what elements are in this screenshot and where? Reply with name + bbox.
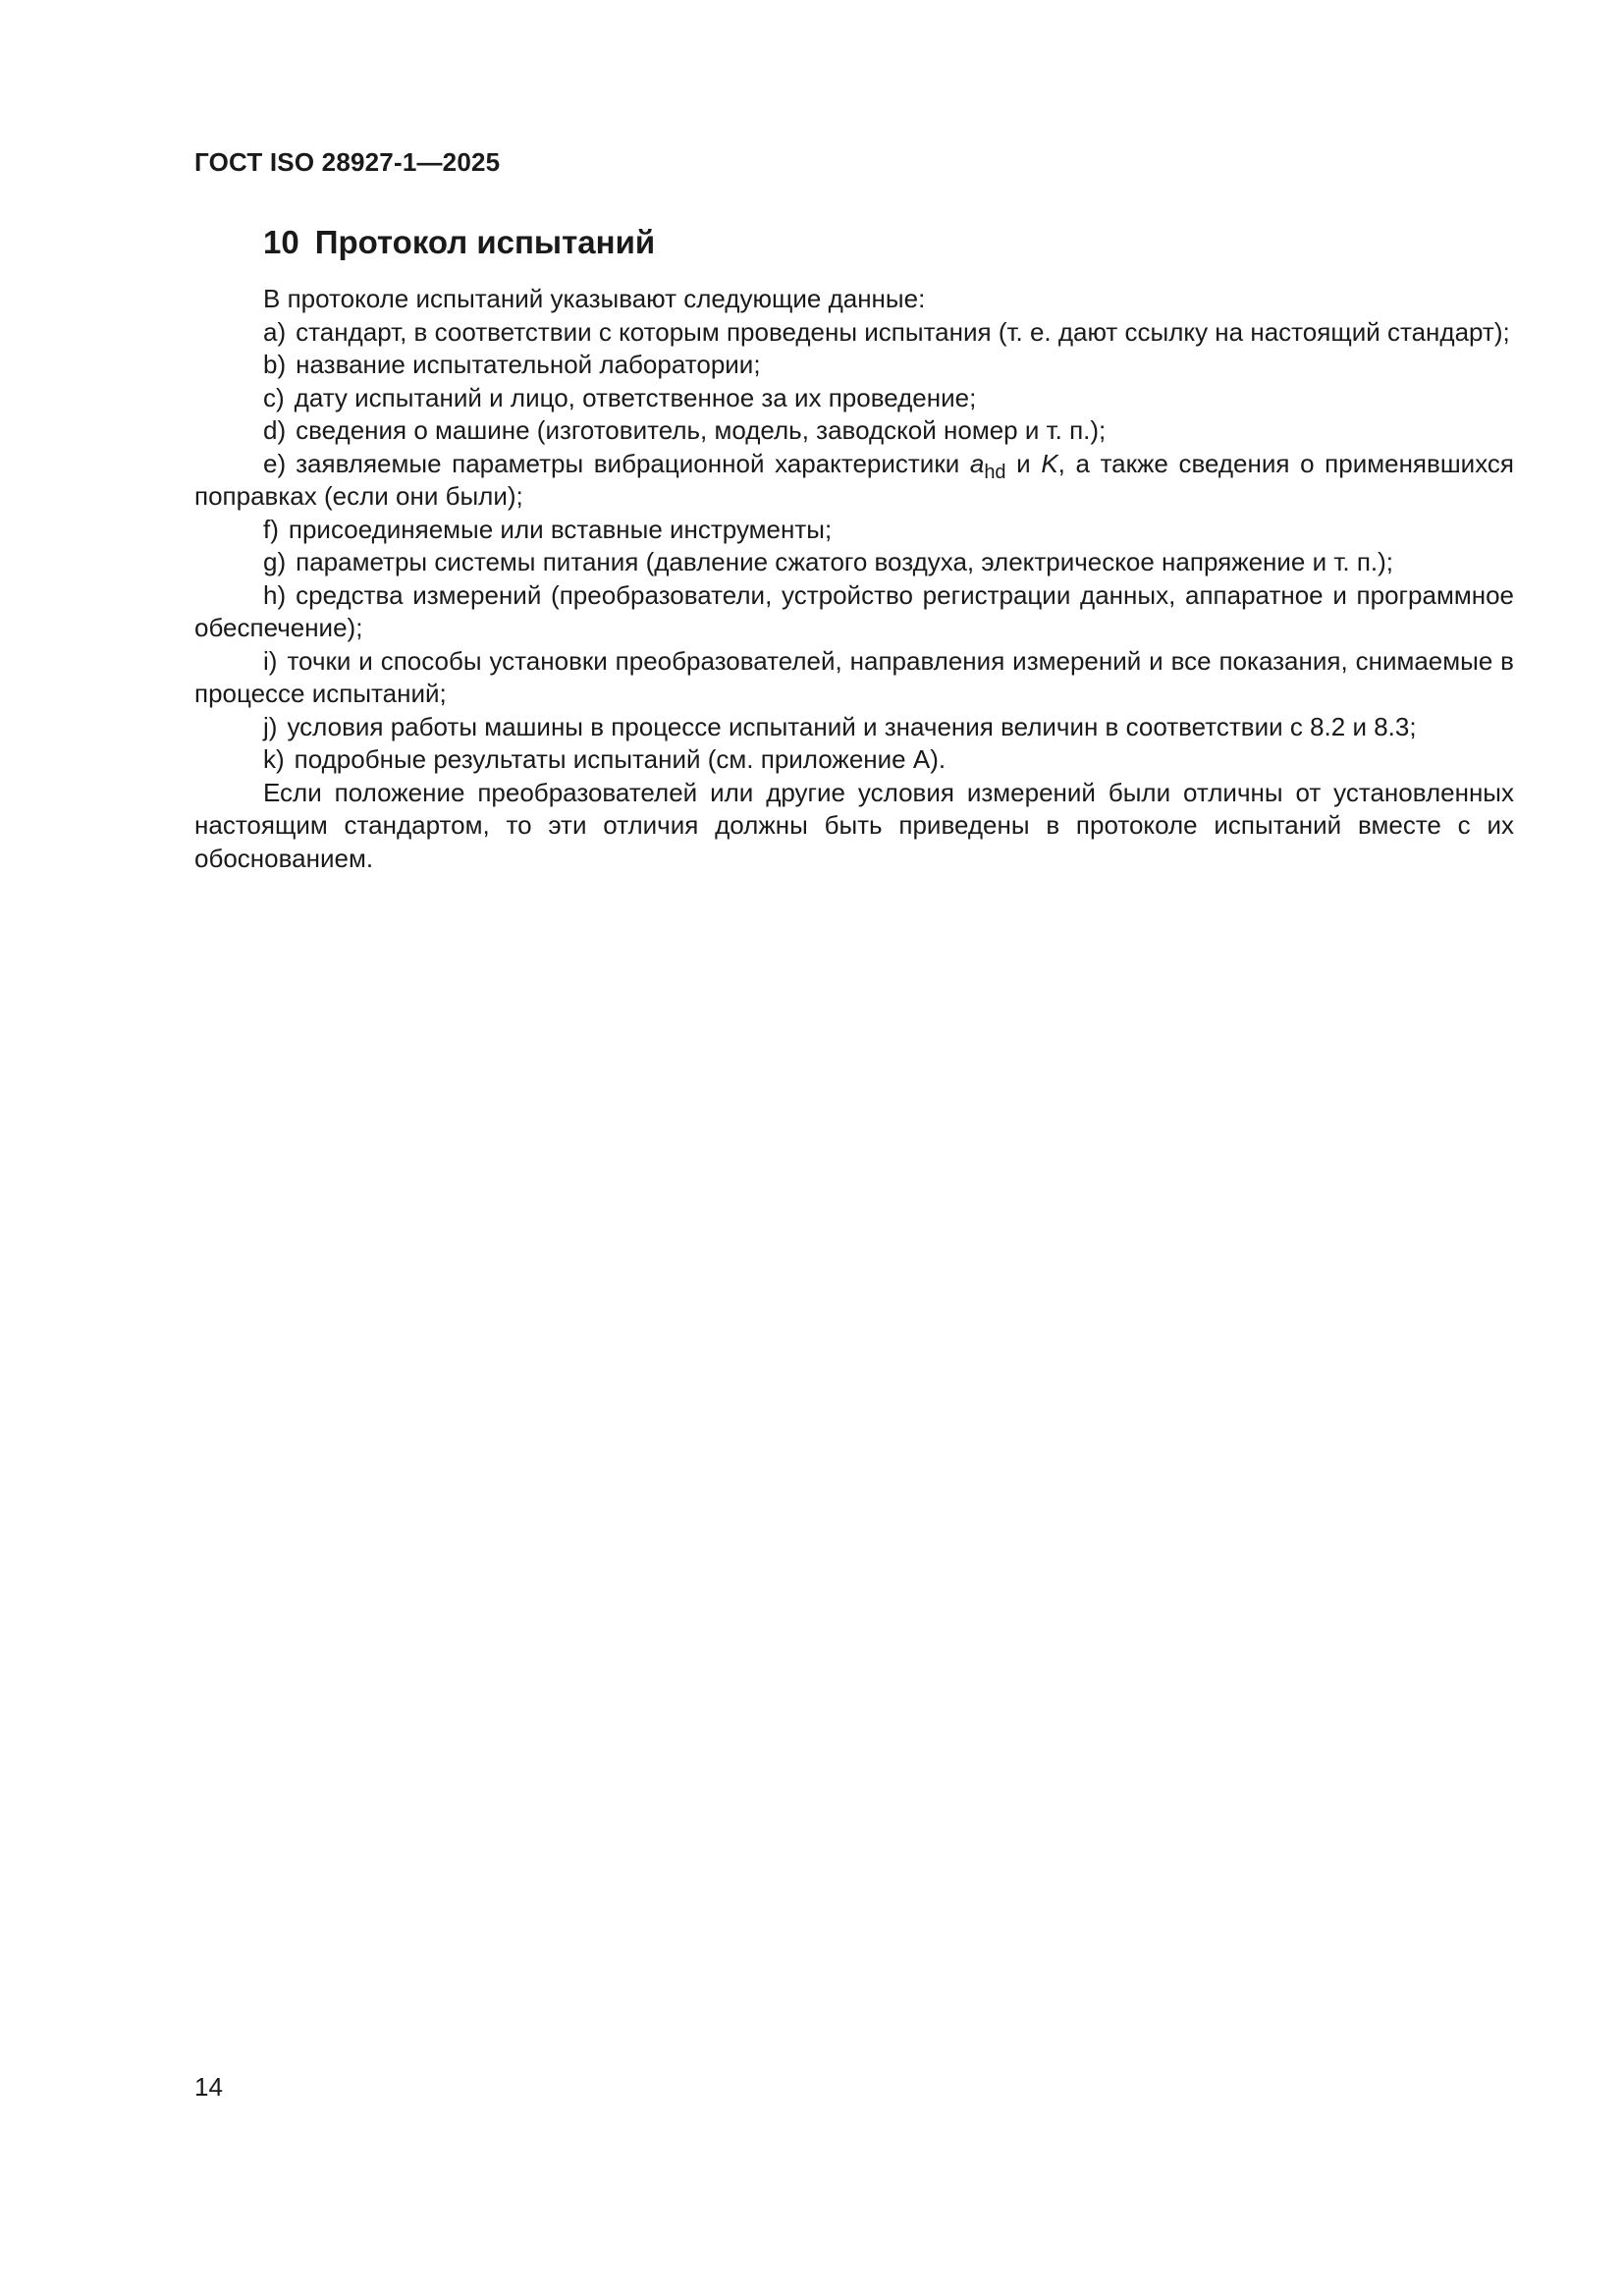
list-item-text: условия работы машины в процессе испытаний и значения величин в соответствии с 8.2 и 8.3; bbox=[287, 711, 1417, 741]
list-marker: k) bbox=[263, 744, 285, 774]
list-item-text: , а также сведения о применявшихся поправках (если они были); bbox=[194, 448, 1514, 511]
list-marker: e) bbox=[263, 448, 287, 478]
list-item bbox=[194, 645, 1514, 711]
section-heading bbox=[263, 224, 655, 261]
list-marker: g) bbox=[263, 547, 287, 576]
list-item-text: и bbox=[1005, 448, 1042, 478]
closing-paragraph: Если положение преобразователей или другие условия измерений были отличны от установленных настоящим стандартом, то эти отличия должны быть приведены в протоколе испытаний вместе с их обоснованием. bbox=[194, 777, 1514, 873]
list-item-text: стандарт, в соответствии с которым проведены испытания (т. е. дают ссылку на настоящий стандарт); bbox=[296, 316, 1510, 347]
list-item-text: присоединяемые или вставные инструменты; bbox=[288, 514, 833, 544]
symbol-a-hd: $a_{hd}$ bbox=[969, 448, 1006, 483]
running-header: ГОСТ ISO 28927-1—2025 bbox=[194, 147, 501, 177]
list-item-text: название испытательной лаборатории; bbox=[296, 350, 761, 379]
list-item-text: точки и способы установки преобразователей, направления измерений и все показания, снимаемые в процессе испытаний; bbox=[194, 645, 1514, 708]
list-item bbox=[194, 546, 1514, 579]
list-item bbox=[194, 448, 1514, 514]
section-body bbox=[194, 283, 1514, 875]
list-item bbox=[194, 514, 1514, 547]
list-item-text: параметры системы питания (давление сжатого воздуха, электрическое напряжение и т. п.); bbox=[296, 547, 1394, 576]
list-item bbox=[194, 316, 1514, 350]
list-item-text: дату испытаний и лицо, ответственное за их проведение; bbox=[294, 382, 977, 412]
section-title: Протокол испытаний bbox=[314, 224, 656, 260]
section-number: 10 bbox=[263, 224, 299, 260]
page-number: 14 bbox=[194, 2072, 223, 2102]
list-marker: b) bbox=[263, 350, 287, 379]
list-item bbox=[194, 349, 1514, 382]
list-marker: c) bbox=[263, 382, 285, 412]
list-marker: j) bbox=[263, 711, 278, 741]
list-marker: d) bbox=[263, 415, 287, 445]
list-item bbox=[194, 711, 1514, 744]
list-item bbox=[194, 382, 1514, 415]
list-item-text: подробные результаты испытаний (см. приложение А). bbox=[294, 744, 947, 774]
list-item bbox=[194, 414, 1514, 448]
symbol-k: K bbox=[1041, 448, 1058, 478]
list-marker: a) bbox=[263, 316, 287, 347]
list-marker: i) bbox=[263, 645, 278, 676]
list-marker: f) bbox=[263, 514, 279, 544]
intro-paragraph: В протоколе испытаний указывают следующие данные: bbox=[263, 284, 926, 313]
list-item bbox=[194, 579, 1514, 645]
list-marker: h) bbox=[263, 579, 287, 610]
list-item-text: средства измерений (преобразователи, устройство регистрации данных, аппаратное и программное обеспечение); bbox=[194, 579, 1514, 642]
list-item-text: сведения о машине (изготовитель, модель, заводской номер и т. п.); bbox=[296, 415, 1107, 445]
list-item-text: заявляемые параметры вибрационной характеристики bbox=[296, 448, 970, 478]
list-item bbox=[194, 743, 1514, 777]
